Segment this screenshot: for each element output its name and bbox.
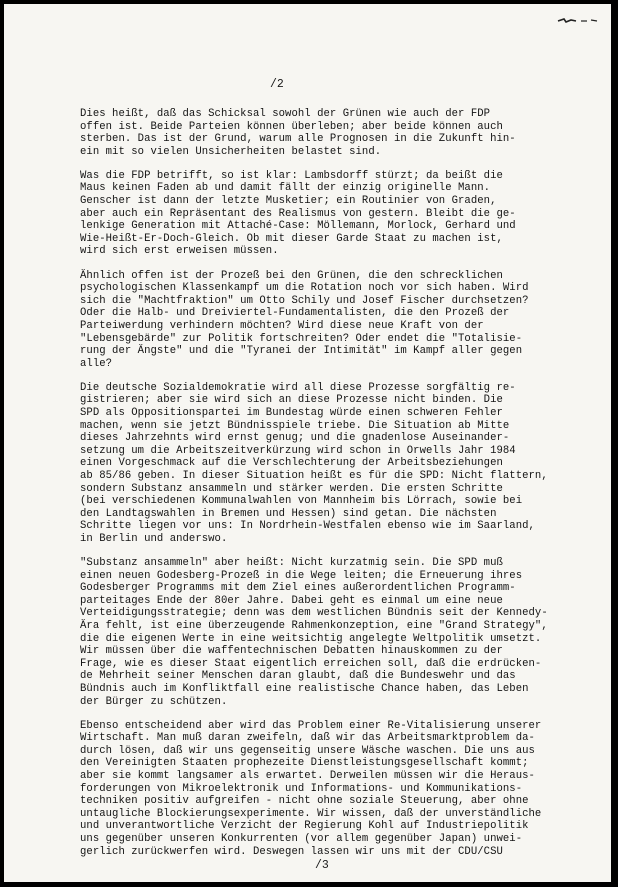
text-line: und unverantwortliche Verzicht der Regierung Kohl auf Industriepolitik	[80, 820, 529, 833]
text-line: in Berlin und anderswo.	[80, 532, 228, 545]
text-line: uns gegenüber unseren Konkurrenten (vor allem gegenüber Japan) unwei-	[80, 832, 523, 845]
text-line: Ähnlich offen ist der Prozeß bei den Grünen, die den schrecklichen	[80, 269, 503, 282]
text-line: einen neuen Godesberg-Prozeß in die Wege leiten; die Erneuerung ihres	[80, 569, 523, 582]
text-line: den Vereinigten Staaten prophezeite Dienstleistungsgesellschaft kommt;	[80, 757, 529, 770]
text-line: Schritte liegen vor uns: In Nordrhein-Westfalen ebenso wie im Saarland,	[80, 520, 535, 533]
text-line: gerlich zurückwerfen wird. Deswegen lassen wir uns mit der CDU/CSU	[80, 845, 503, 858]
text-line: sich die "Machtfraktion" um Otto Schily und Josef Fischer durchsetzen?	[80, 294, 529, 307]
text-line: "Lebensgebärde" zur Politik fortschreiten? Oder endet die "Totalisie-	[80, 332, 523, 345]
text-line: die die eigenen Werte in eine weitsichtig angelegte Weltpolitik umsetzt.	[80, 632, 542, 645]
text-line: offen ist. Beide Parteien können überleben; aber beide können auch	[80, 120, 503, 133]
text-line: dieses Jahrzehnts wird ernst genug; und die gnadenlose Auseinander-	[80, 432, 510, 445]
document-body	[80, 108, 608, 870]
text-line: SPD als Oppositionspartei im Bundestag würde einen schweren Fehler	[80, 406, 503, 419]
text-line: Verteidigungsstrategie; denn was dem westlichen Bündnis seit der Kennedy-	[80, 607, 548, 620]
text-line: Bündnis auch im Konfliktfall eine realistische Chance haben, das Leben	[80, 682, 529, 695]
text-line: alle?	[80, 357, 113, 370]
paragraph	[80, 170, 608, 258]
text-line: (bei verschiedenen Kommunalwahlen von Mannheim bis Lörrach, sowie bei	[80, 495, 523, 508]
text-line: machen, wenn sie jetzt Bündnisspiele triebe. Die Situation ab Mitte	[80, 419, 510, 432]
text-line: Dies heißt, daß das Schicksal sowohl der Grünen wie auch der FDP	[80, 108, 491, 120]
paragraph	[80, 557, 608, 708]
page-number-top: /2	[270, 78, 284, 91]
text-line: wird sich erst erweisen müssen.	[80, 245, 279, 258]
document-page	[4, 4, 611, 882]
text-line: de Mehrheit seiner Menschen daran glaubt, daß die Bundeswehr und das	[80, 670, 516, 683]
text-line: den Landtagswahlen in Bremen und Hessen) sind getan. Die nächsten	[80, 507, 497, 520]
text-line: aber sie kommt langsamer als erwartet. Derweilen müssen wir die Heraus-	[80, 770, 535, 782]
scan-corner-mark	[557, 15, 599, 25]
text-line: Godesberger Programms mit dem Ziel eines außerordentlichen Programm-	[80, 582, 516, 595]
text-line: Ebenso entscheidend aber wird das Problem einer Re-Vitalisierung unserer	[80, 719, 542, 732]
text-line: setzung um die Arbeitszeitverkürzung wird schon in Orwells Jahr 1984	[80, 444, 516, 457]
text-line: rung der Ängste" und die "Tyranei der Intimität" im Kampf aller gegen	[80, 345, 523, 358]
text-line: parteitages Ende der 80er Jahre. Dabei geht es einmal um eine neue	[80, 594, 503, 607]
paragraph	[80, 720, 608, 859]
paragraph	[80, 270, 608, 371]
text-line: psychologischen Klassenkampf um die Rotation noch vor sich haben. Wird	[80, 282, 529, 295]
page-number-bottom: /3	[315, 859, 329, 872]
text-line: Wirtschaft. Man muß daran zweifeln, daß wir das Arbeitsmarktproblem da-	[80, 732, 535, 745]
text-line: Wir müssen über die waffentechnischen Debatten hinauskommen zu der	[80, 645, 503, 658]
text-line: aber auch ein Repräsentant des Realismus von gestern. Bleibt die ge-	[80, 207, 516, 220]
text-line: Wie-Heißt-Er-Doch-Gleich. Ob mit dieser Garde Staat zu machen ist,	[80, 232, 503, 245]
text-line: sondern Substanz ansammeln und stärker werden. Die ersten Schritte	[80, 482, 503, 495]
text-line: techniken positiv aufgreifen - nicht ohne soziale Steuerung, aber ohne	[80, 795, 529, 808]
text-line: einen Vorgeschmack auf die Verschlechterung der Arbeitsbeziehungen	[80, 457, 503, 470]
text-line: Was die FDP betrifft, so ist klar: Lambsdorff stürzt; da beißt die	[80, 169, 503, 182]
text-line: Ära fehlt, ist eine überzeugende Rahmenkonzeption, eine "Grand Strategy",	[80, 619, 548, 632]
text-line: Genscher ist dann der letzte Musketier; ein Routinier von Graden,	[80, 195, 497, 208]
text-line: ein mit so vielen Unsicherheiten belastet sind.	[80, 145, 382, 158]
text-line: Oder die Halb- und Dreiviertel-Fundamentalisten, die den Prozeß der	[80, 307, 510, 320]
text-line: der Bürger zu schützen.	[80, 695, 228, 708]
paragraph	[80, 382, 608, 546]
text-line: untaugliche Blockierungsexperimente. Wir wissen, daß der unverständliche	[80, 807, 542, 820]
text-line: "Substanz ansammeln" aber heißt: Nicht kurzatmig sein. Die SPD muß	[80, 557, 503, 569]
text-line: sterben. Das ist der Grund, warum alle Prognosen in die Zukunft hin-	[80, 133, 516, 146]
text-line: ab 85/86 geben. In dieser Situation heißt es für die SPD: Nicht flattern,	[80, 469, 548, 482]
text-line: durch lösen, daß wir uns gegenseitig unsere Wäsche waschen. Die uns aus	[80, 744, 535, 757]
text-line: gistrieren; aber sie wird sich an diese Prozesse nicht binden. Die	[80, 394, 503, 407]
text-line: Die deutsche Sozialdemokratie wird all diese Prozesse sorgfältig re-	[80, 381, 516, 394]
text-line: forderungen von Mikroelektronik und Informations- und Kommunikations-	[80, 782, 523, 795]
paragraph	[80, 108, 608, 158]
text-line: Maus keinen Faden ab und damit fällt der einzig originelle Mann.	[80, 182, 491, 195]
text-line: lenkige Generation mit Attaché-Case: Möllemann, Morlock, Gerhard und	[80, 220, 516, 233]
text-line: Frage, wie es dieser Staat eigentlich erreichen soll, daß die erdrücken-	[80, 657, 542, 670]
text-line: Parteiwerdung verhindern möchten? Wird diese neue Kraft von der	[80, 319, 484, 332]
